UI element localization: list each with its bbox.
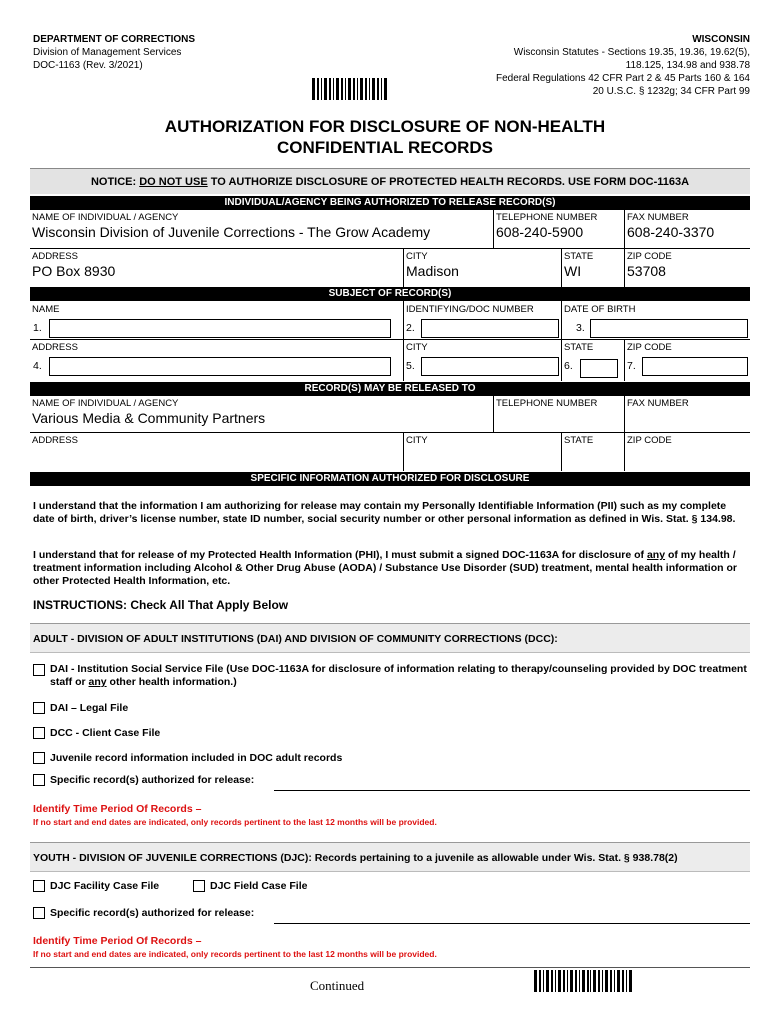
statutes-line-4: 20 U.S.C. § 1232g; 34 CFR Part 99 [592,86,750,97]
subject-state-label: STATE [564,342,594,353]
auth-fax-value[interactable]: 608-240-3370 [627,224,715,240]
auth-address-value[interactable]: PO Box 8930 [32,263,116,279]
dai-legal-file-checkbox[interactable] [33,702,45,714]
youth-specific-records-checkbox[interactable] [33,907,45,919]
auth-state-label: STATE [564,251,594,262]
djc-facility-checkbox[interactable] [33,880,45,892]
djc-field-checkbox[interactable] [193,880,205,892]
notice-do-not-use: DO NOT USE [139,176,208,188]
youth-specific-records-label: Specific record(s) authorized for release: [50,907,255,919]
rel-state-label: STATE [564,435,594,446]
barcode-bottom [534,970,634,992]
title-line-2: CONFIDENTIAL RECORDS [277,138,493,157]
subject-zip-label: ZIP CODE [627,342,672,353]
subject-num-2: 2. [406,322,415,334]
statutes-line-3: Federal Regulations 42 CFR Part 2 & 45 Parts 160 & 164 [495,73,750,84]
dcc-client-case-checkbox[interactable] [33,727,45,739]
adult-specific-records-line[interactable] [274,790,750,791]
section-bar-subject: SUBJECT OF RECORD(S) [30,287,750,301]
dai-legal-file-label: DAI – Legal File [50,702,129,714]
adult-period-note: If no start and end dates are indicated, only records pertinent to the last 12 months will be provided. [33,817,437,827]
dcc-client-case-label: DCC - Client Case File [50,727,161,739]
rel-fax-label: FAX NUMBER [627,398,689,409]
auth-fax-label: FAX NUMBER [627,212,689,223]
rel-name-label: NAME OF INDIVIDUAL / AGENCY [32,398,179,409]
header-right [450,33,750,98]
auth-name-label: NAME OF INDIVIDUAL / AGENCY [32,212,179,223]
rel-zip-label: ZIP CODE [627,435,672,446]
auth-address-label: ADDRESS [32,251,78,262]
subject-num-3: 3. [576,322,585,334]
subject-address-input[interactable] [49,357,391,376]
subject-id-label: IDENTIFYING/DOC NUMBER [406,304,534,315]
auth-city-value[interactable]: Madison [406,263,459,279]
subject-state-input[interactable] [580,359,618,378]
subject-dob-input[interactable] [590,319,748,338]
released-to-section [30,396,750,471]
subject-address-label: ADDRESS [32,342,78,353]
section-bar-specific: SPECIFIC INFORMATION AUTHORIZED FOR DISCLOSURE [30,472,750,486]
state-name: WISCONSIN [692,34,750,45]
auth-phone-label: TELEPHONE NUMBER [496,212,598,223]
pii-paragraph: I understand that the information I am authorizing for release may contain my Personally Identifiable Information (PII) such as my complete date of birth, driver’s license number, state ID number, social security number or other personal information as defined in Wis. Stat. § 134.98. [33,500,736,525]
youth-specific-records-line[interactable] [274,923,750,924]
title-line-1: AUTHORIZATION FOR DISCLOSURE OF NON-HEALTH [164,117,606,136]
subject-num-6: 6. [564,360,573,372]
instructions-heading: INSTRUCTIONS: Check All That Apply Below [33,598,289,612]
statutes-line-1: Wisconsin Statutes - Sections 19.35, 19.36, 19.62(5), [513,47,750,58]
subject-num-1: 1. [33,322,42,334]
rel-address-label: ADDRESS [32,435,78,446]
division-name: Division of Management Services [33,47,182,58]
notice-banner [30,168,750,194]
youth-section-band: YOUTH - DIVISION OF JUVENILE CORRECTIONS (DJC): Records pertaining to a juvenile as allowable under Wis. Stat. § 938.78(2) [30,842,750,872]
subject-dob-label: DATE OF BIRTH [564,304,636,315]
subject-num-7: 7. [627,360,636,372]
auth-name-value[interactable]: Wisconsin Division of Juvenile Corrections - The Grow Academy [32,224,431,240]
subject-city-input[interactable] [421,357,559,376]
adult-section-band: ADULT - DIVISION OF ADULT INSTITUTIONS (DAI) AND DIVISION OF COMMUNITY CORRECTIONS (DCC): [30,623,750,653]
dept-name: DEPARTMENT OF CORRECTIONS [33,34,196,45]
juvenile-in-adult-checkbox[interactable] [33,752,45,764]
subject-num-5: 5. [406,360,415,372]
subject-id-input[interactable] [421,319,559,338]
section-bar-released-to: RECORD(S) MAY BE RELEASED TO [30,382,750,396]
header-left [33,33,195,72]
section-bar-authorized: INDIVIDUAL/AGENCY BEING AUTHORIZED TO RELEASE RECORD(S) [30,196,750,210]
youth-period-note: If no start and end dates are indicated, only records pertinent to the last 12 months will be provided. [33,949,437,959]
dai-social-service-label: DAI - Institution Social Service File (Use DOC-1163A for disclosure of information relating to therapy/counseling provided by DOC treatment staff or any other health information.) [50,663,747,688]
subject-name-input[interactable] [49,319,391,338]
rel-city-label: CITY [406,435,428,446]
auth-city-label: CITY [406,251,428,262]
subject-city-label: CITY [406,342,428,353]
juvenile-in-adult-label: Juvenile record information included in DOC adult records [50,752,343,764]
djc-facility-label: DJC Facility Case File [50,880,160,892]
statutes-line-2: 118.125, 134.98 and 938.78 [625,60,750,71]
rel-phone-label: TELEPHONE NUMBER [496,398,598,409]
subject-section [30,301,750,381]
auth-state-value[interactable]: WI [564,263,582,279]
page-title [0,116,770,158]
form-number: DOC-1163 (Rev. 3/2021) [33,60,143,71]
footer-divider [30,967,750,968]
adult-specific-records-label: Specific record(s) authorized for release: [50,774,255,786]
notice-suffix: TO AUTHORIZE DISCLOSURE OF PROTECTED HEALTH RECORDS. USE FORM DOC-1163A [207,176,690,188]
subject-zip-input[interactable] [642,357,748,376]
authorized-section [30,210,750,288]
youth-period-title: Identify Time Period Of Records – [33,935,202,947]
subject-num-4: 4. [33,360,42,372]
adult-period-title: Identify Time Period Of Records – [33,803,202,815]
continued-label: Continued [310,978,365,993]
auth-phone-value[interactable]: 608-240-5900 [496,224,584,240]
dai-social-service-checkbox[interactable] [33,664,45,676]
rel-name-value[interactable]: Various Media & Community Partners [32,410,266,426]
barcode-top [312,78,390,100]
subject-name-label: NAME [32,304,60,315]
notice-prefix: NOTICE: [90,176,140,188]
adult-specific-records-checkbox[interactable] [33,774,45,786]
auth-zip-label: ZIP CODE [627,251,672,262]
djc-field-label: DJC Field Case File [210,880,308,892]
auth-zip-value[interactable]: 53708 [627,263,666,279]
phi-paragraph: I understand that for release of my Protected Health Information (PHI), I must submit a signed DOC-1163A for disclosure of any of my health / treatment information including Alcohol & Other Drug Abuse (AODA) / Substance Use Disorder (SUD) treatment, mental health information or other Protected Health Information, etc. [33,549,737,587]
